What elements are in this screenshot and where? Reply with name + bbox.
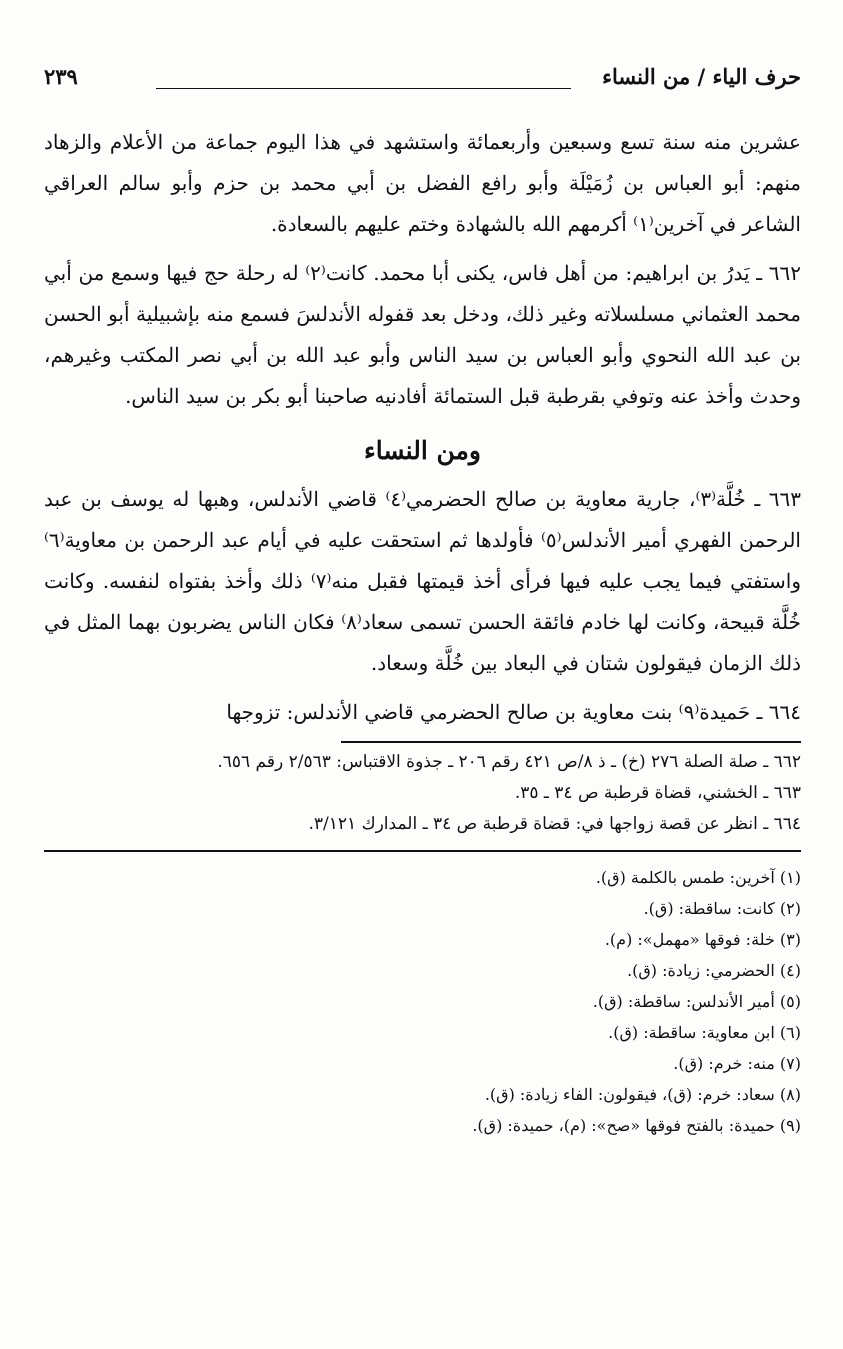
- running-header: [44, 60, 801, 100]
- footnotes-rule: [44, 850, 801, 852]
- entry-664: ٦٦٤ ـ حَميدة⁽٩⁾ بنت معاوية بن صالح الحضرمي قاضي الأندلس: تزوجها: [226, 700, 801, 724]
- footnotes-list: [44, 862, 801, 1141]
- book-page: [44, 60, 801, 1329]
- sources-rule: [341, 741, 801, 743]
- footnote-item: (٤) الحضرمي: زيادة: (ق).: [627, 961, 801, 980]
- paragraph-continuation: عشرين منه سنة تسع وسبعين وأربعمائة واستشهد في هذا اليوم جماعة من الأعلام والزهاد منهم: أبو العباس بن زُمَيْلَة وأبو رافع الفضل بن أبي محمد بن حزم وأبو سالم العراقي الشاعر في آخرين⁽١⁾ أكرمهم الله بالشهادة وختم عليهم بالسعادة.: [44, 130, 801, 236]
- footnote-item: (٨) سعاد: خرم: (ق)، فيقولون: الفاء زيادة: (ق).: [484, 1085, 801, 1104]
- footnote-item: (١) آخرين: طمس بالكلمة (ق).: [595, 868, 801, 887]
- footnote-item: (٩) حميدة: بالفتح فوقها «صح»: (م)، حميدة: (ق).: [472, 1116, 801, 1135]
- sources-list: [44, 747, 801, 840]
- source-item: ٦٦٤ ـ انظر عن قصة زواجها في: قضاة قرطبة ص ٣٤ ـ المدارك ٣/١٢١.: [308, 814, 801, 834]
- footnote-item: (٢) كانت: ساقطة: (ق).: [643, 899, 801, 918]
- page-number: ٢٣٩: [44, 64, 78, 89]
- footnote-item: (٧) منه: خرم: (ق).: [673, 1054, 801, 1073]
- main-text: [44, 122, 801, 733]
- running-title: حرف الياء / من النساء: [602, 64, 801, 89]
- entry-662: ٦٦٢ ـ يَدرُ بن ابراهيم: من أهل فاس، يكنى أبا محمد. كانت⁽٢⁾ له رحلة حج فيها وسمع من أبي محمد العثماني مسلسلاته وغير ذلك، ودخل بعد قفوله الأندلسَ فسمع منه بإشبيلية أبو الحسن بن عبد الله النحوي وأبو العباس بن سيد الناس وأبو عبد الله بن أبي نصر المكتب وغيرهم، وحدث وأخذ عنه وتوفي بقرطبة قبل الستمائة أفادنيه صاحبنا أبو بكر بن سيد الناس.: [44, 261, 801, 408]
- header-rule: [156, 88, 571, 89]
- entry-663: ٦٦٣ ـ خُلَّة⁽٣⁾، جارية معاوية بن صالح الحضرمي⁽٤⁾ قاضي الأندلس، وهبها له يوسف بن عبد الرحمن الفهري أمير الأندلس⁽٥⁾ فأولدها ثم استحقت عليه في أيام عبد الرحمن بن معاوية⁽٦⁾ واستفتي فيما يجب عليه فيها فرأى أخذ قيمتها فقبل منه⁽٧⁾ ذلك وأخذ بفتواه لنفسه. وكانت خُلَّة قبيحة، وكانت لها خادم فائقة الحسن تسمى سعاد⁽٨⁾ فكان الناس يضربون بهما المثل في ذلك الزمان فيقولون شتان في البعاد بين خُلَّة وسعاد.: [44, 487, 802, 675]
- section-title: ومن النساء: [364, 436, 481, 465]
- source-item: ٦٦٣ ـ الخشني، قضاة قرطبة ص ٣٤ ـ ٣٥.: [514, 783, 801, 803]
- source-item: ٦٦٢ ـ صلة الصلة ٢٧٦ (خ) ـ ذ ٨/ص ٤٢١ رقم ٢٠٦ ـ جذوة الاقتباس: ٢/٥٦٣ رقم ٦٥٦.: [217, 752, 801, 772]
- footnote-item: (٥) أمير الأندلس: ساقطة: (ق).: [592, 992, 801, 1011]
- footnote-item: (٣) خلة: فوقها «مهمل»: (م).: [604, 930, 801, 949]
- footnote-item: (٦) ابن معاوية: ساقطة: (ق).: [608, 1023, 801, 1042]
